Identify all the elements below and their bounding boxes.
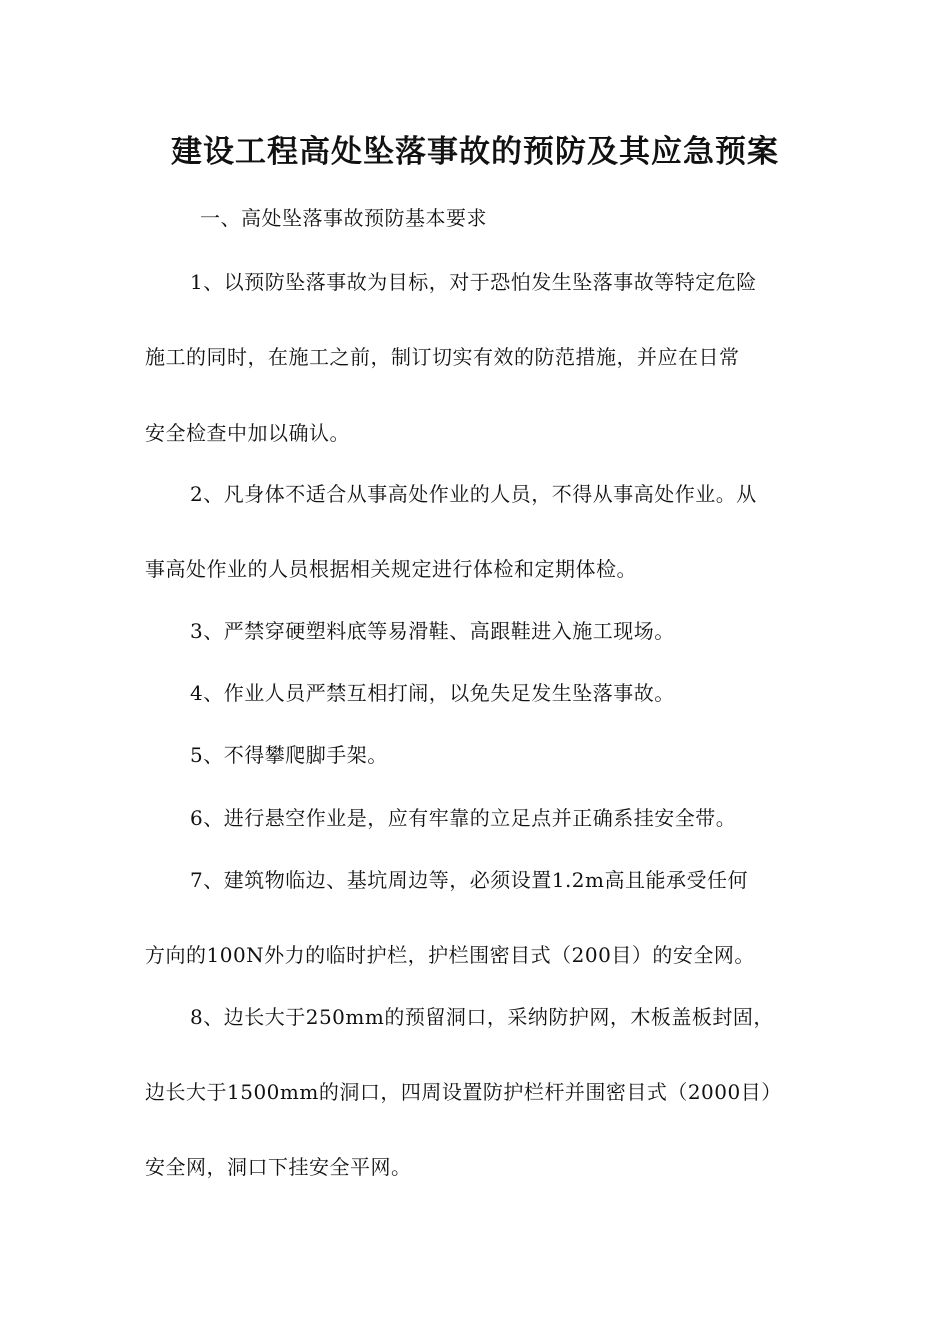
document-title: 建设工程高处坠落事故的预防及其应急预案	[171, 134, 779, 170]
paragraph-line: 6、进行悬空作业是，应有牢靠的立足点并正确系挂安全带。	[190, 806, 737, 830]
paragraph-line: 方向的100N外力的临时护栏，护栏围密目式（200目）的安全网。	[145, 943, 755, 967]
paragraph-line: 4、作业人员严禁互相打闹，以免失足发生坠落事故。	[190, 681, 675, 705]
paragraph-line: 事高处作业的人员根据相关规定进行体检和定期体检。	[145, 557, 637, 581]
paragraph-line: 边长大于1500mm的洞口，四周设置防护栏杆并围密目式（2000目）	[145, 1080, 782, 1104]
paragraph-line: 3、严禁穿硬塑料底等易滑鞋、高跟鞋进入施工现场。	[190, 619, 675, 643]
paragraph-line: 2、凡身体不适合从事高处作业的人员，不得从事高处作业。从	[190, 482, 757, 506]
paragraph-line: 7、建筑物临边、基坑周边等，必须设置1.2m高且能承受任何	[190, 868, 748, 892]
paragraph-line: 安全检查中加以确认。	[145, 421, 350, 445]
paragraph-line: 安全网，洞口下挂安全平网。	[145, 1155, 412, 1179]
paragraph-line: 1、以预防坠落事故为目标，对于恐怕发生坠落事故等特定危险	[190, 270, 757, 294]
section-heading: 一、高处坠落事故预防基本要求	[200, 206, 487, 230]
paragraph-line: 施工的同时，在施工之前，制订切实有效的防范措施，并应在日常	[145, 345, 740, 369]
paragraph-line: 8、边长大于250mm的预留洞口，采纳防护网，木板盖板封固，	[190, 1005, 774, 1029]
paragraph-line: 5、不得攀爬脚手架。	[190, 743, 388, 767]
